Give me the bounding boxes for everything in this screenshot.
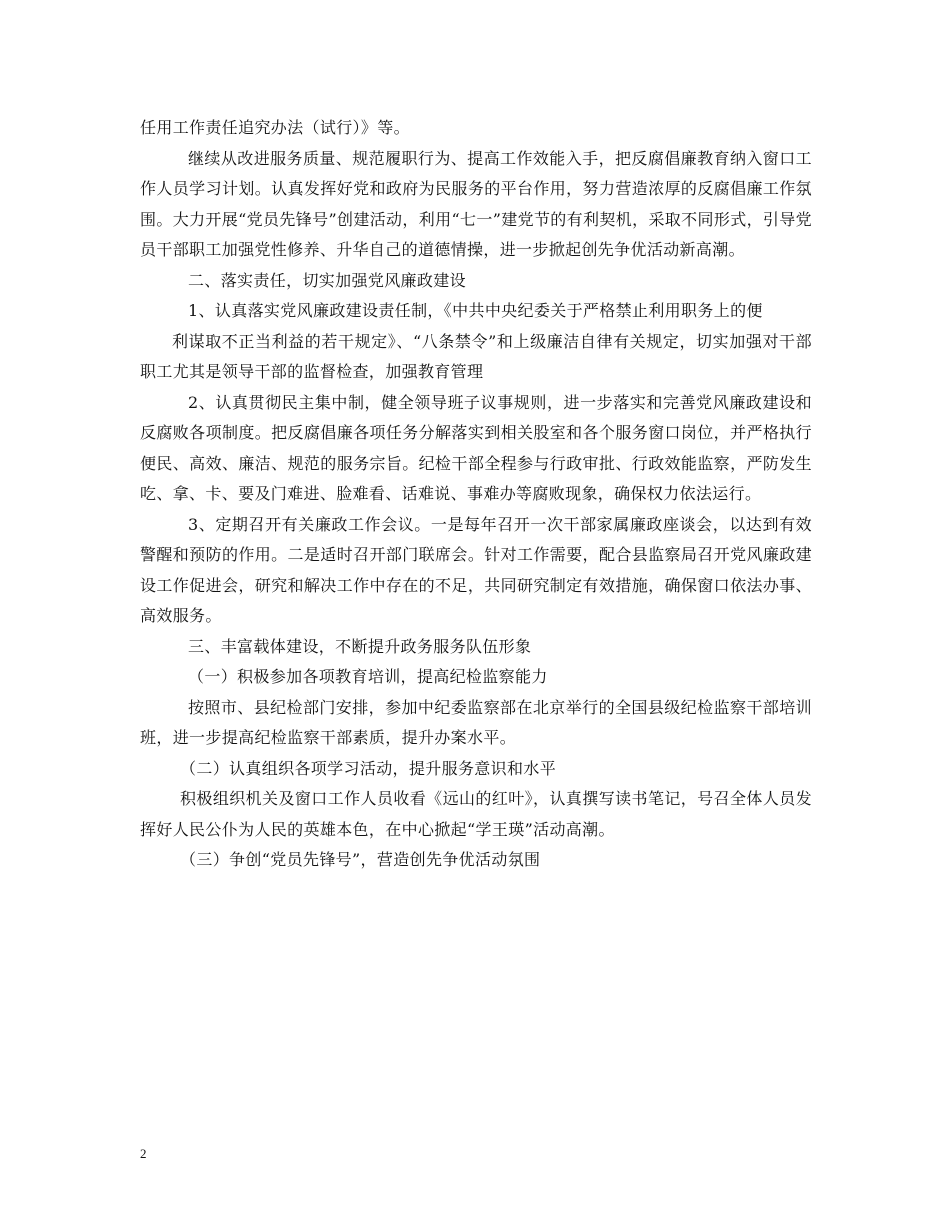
paragraph-study: 积极组织机关及窗口工作人员收看《远山的红叶》，认真撰写读书笔记，号召全体人员发挥好人民公仆为人民的英雄本色，在中心掀起“学王瑛”活动高潮。 xyxy=(140,789,812,839)
section-heading-3: 三、丰富载体建设，不断提升政务服务队伍形象 xyxy=(188,636,532,656)
paragraph-training: 按照市、县纪检部门安排，参加中纪委监察部在北京举行的全国县级纪检监察干部培训班，进一步提高纪检监察干部素质，提升办案水平。 xyxy=(140,697,812,747)
paragraph-continuation: 任用工作责任追究办法（试行）》等。 xyxy=(140,118,410,137)
paragraph-anticorruption-education: 继续从改进服务质量、规范履职行为、提高工作效能入手，把反腐倡廉教育纳入窗口工作人员学习计划。认真发挥好党和政府为民服务的平台作用，努力营造浓厚的反腐倡廉工作氛围。大力开展“党员先锋号”创建活动，利用“七一”建党节的有利契机，采取不同形式，引导党员干部职工加强党性修养、升华自己的道德情操，进一步掀起创先争优活动新高潮。 xyxy=(140,148,812,259)
paragraph-item-1-start: 1、认真落实党风廉政建设责任制，《中共中央纪委关于严格禁止利用职务上的便 xyxy=(188,301,763,320)
document-body xyxy=(140,113,812,876)
subheading-3: （三）争创“党员先锋号”，营造创先争优活动氛围 xyxy=(180,850,541,869)
paragraph-item-3: 3、定期召开有关廉政工作会议。一是每年召开一次干部家属廉政座谈会，以达到有效警醒和预防的作用。二是适时召开部门联席会。针对工作需要，配合县监察局召开党风廉政建设工作促进会，研究和解决工作中存在的不足，共同研究制定有效措施，确保窗口依法办事、高效服务。 xyxy=(140,514,812,625)
page-number: 2 xyxy=(140,1146,147,1161)
section-heading-2: 二、落实责任，切实加强党风廉政建设 xyxy=(188,270,466,290)
paragraph-item-2: 2、认真贯彻民主集中制，健全领导班子议事规则，进一步落实和完善党风廉政建设和反腐败各项制度。把反腐倡廉各项任务分解落实到相关股室和各个服务窗口岗位，并严格执行便民、高效、廉洁、规范的服务宗旨。纪检干部全程参与行政审批、行政效能监察，严防发生吃、拿、卡、要及门难进、脸难看、话难说、事难办等腐败现象，确保权力依法运行。 xyxy=(140,392,812,503)
subheading-1: （一）积极参加各项教育培训，提高纪检监察能力 xyxy=(188,667,548,686)
paragraph-item-1-cont: 利谋取不正当利益的若干规定》、“八条禁令”和上级廉洁自律有关规定，切实加强对干部职工尤其是领导干部的监督检查，加强教育管理 xyxy=(140,331,812,381)
subheading-2: （二）认真组织各项学习活动，提升服务意识和水平 xyxy=(180,758,557,778)
